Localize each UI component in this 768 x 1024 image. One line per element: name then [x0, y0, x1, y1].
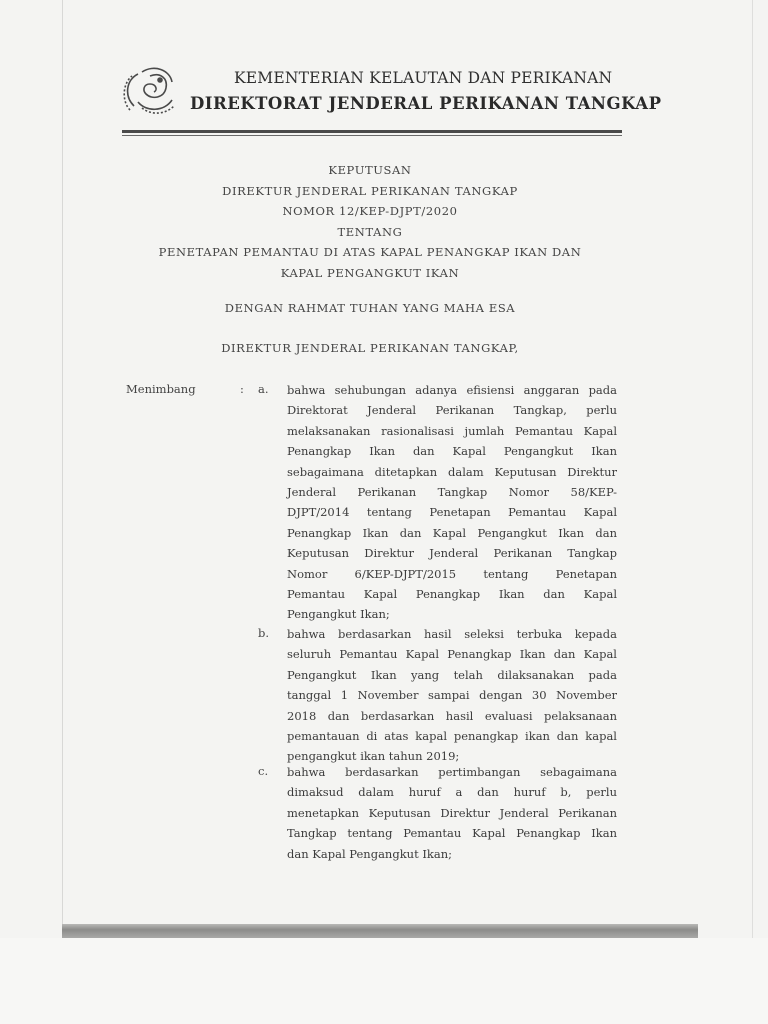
text-line: menetapkan Keputusan Direktur Jenderal Perikanan	[287, 805, 617, 820]
text-line: sebagaimana ditetapkan dalam Keputusan Direktur	[287, 464, 617, 479]
text-line: Pemantau Kapal Penangkap Ikan dan Kapal	[287, 586, 617, 601]
background-below-page	[0, 938, 768, 1024]
text-line: DJPT/2014 tentang Penetapan Pemantau Kapal	[287, 505, 617, 520]
item-text-c	[287, 762, 617, 864]
ministry-name: KEMENTERIAN KELAUTAN DAN PERIKANAN	[234, 69, 613, 87]
item-letter-b: b.	[258, 626, 270, 640]
title-line: KAPAL PENGANGKUT IKAN	[280, 265, 460, 280]
scan-shadow-bar	[62, 924, 698, 938]
page-edge-right	[752, 0, 753, 940]
text-line: bahwa sehubungan adanya efisiensi anggaran pada	[287, 383, 617, 397]
text-line: tanggal 1 November sampai dengan 30 November	[287, 688, 617, 703]
signatory-heading: DIREKTUR JENDERAL PERIKANAN TANGKAP,	[221, 341, 519, 355]
item-text-a	[287, 380, 617, 625]
text-line: Jenderal Perikanan Tangkap Nomor 58/KEP-	[287, 484, 617, 499]
title-line: PENETAPAN PEMANTAU DI ATAS KAPAL PENANGKAP IKAN DAN	[158, 245, 582, 259]
text-line: melaksanakan rasionalisasi jumlah Pemantau Kapal	[287, 423, 617, 438]
text-line: Penangkap Ikan dan Kapal Pengangkut Ikan	[287, 444, 617, 459]
title-line: TENTANG	[337, 224, 403, 239]
ministry-logo	[120, 62, 182, 118]
menimbang-colon: :	[240, 382, 244, 396]
page-edge	[62, 0, 63, 930]
letterhead-rule-thin	[122, 135, 622, 136]
item-letter-a: a.	[258, 382, 269, 396]
title-line: DIREKTUR JENDERAL PERIKANAN TANGKAP	[222, 183, 518, 198]
invocation: DENGAN RAHMAT TUHAN YANG MAHA ESA	[224, 301, 516, 315]
text-line: Penangkap Ikan dan Kapal Pengangkut Ikan dan	[287, 525, 617, 540]
item-letter-c: c.	[258, 764, 269, 778]
text-line: Pengangkut Ikan yang telah dilaksanakan pada	[287, 667, 617, 682]
text-line: bahwa berdasarkan pertimbangan sebagaimana	[287, 765, 617, 779]
text-line: Direktorat Jenderal Perikanan Tangkap, perlu	[287, 403, 617, 418]
text-line: pemantauan di atas kapal penangkap ikan dan kapal	[287, 728, 617, 743]
directorate-name: DIREKTORAT JENDERAL PERIKANAN TANGKAP	[190, 94, 662, 113]
item-text-b	[287, 624, 617, 767]
text-line: seluruh Pemantau Kapal Penangkap Ikan dan Kapal	[287, 647, 617, 662]
decree-title	[120, 160, 620, 283]
letterhead-rule	[122, 130, 622, 133]
text-line: dan Kapal Pengangkut Ikan;	[287, 846, 452, 861]
text-line: Nomor 6/KEP-DJPT/2015 tentang Penetapan	[287, 566, 617, 581]
text-line: pengangkut ikan tahun 2019;	[287, 749, 460, 764]
text-line: Keputusan Direktur Jenderal Perikanan Tangkap	[287, 546, 617, 561]
title-line: KEPUTUSAN	[328, 163, 412, 177]
text-line: dimaksud dalam huruf a dan huruf b, perlu	[287, 785, 617, 800]
title-line: NOMOR 12/KEP-DJPT/2020	[282, 204, 458, 218]
text-line: Tangkap tentang Pemantau Kapal Penangkap Ikan	[287, 826, 617, 841]
text-line: 2018 dan berdasarkan hasil evaluasi pelaksanaan	[287, 708, 617, 723]
text-line: bahwa berdasarkan hasil seleksi terbuka kepada	[287, 627, 617, 641]
text-line: Pengangkut Ikan;	[287, 607, 390, 622]
menimbang-label: Menimbang	[126, 382, 196, 396]
